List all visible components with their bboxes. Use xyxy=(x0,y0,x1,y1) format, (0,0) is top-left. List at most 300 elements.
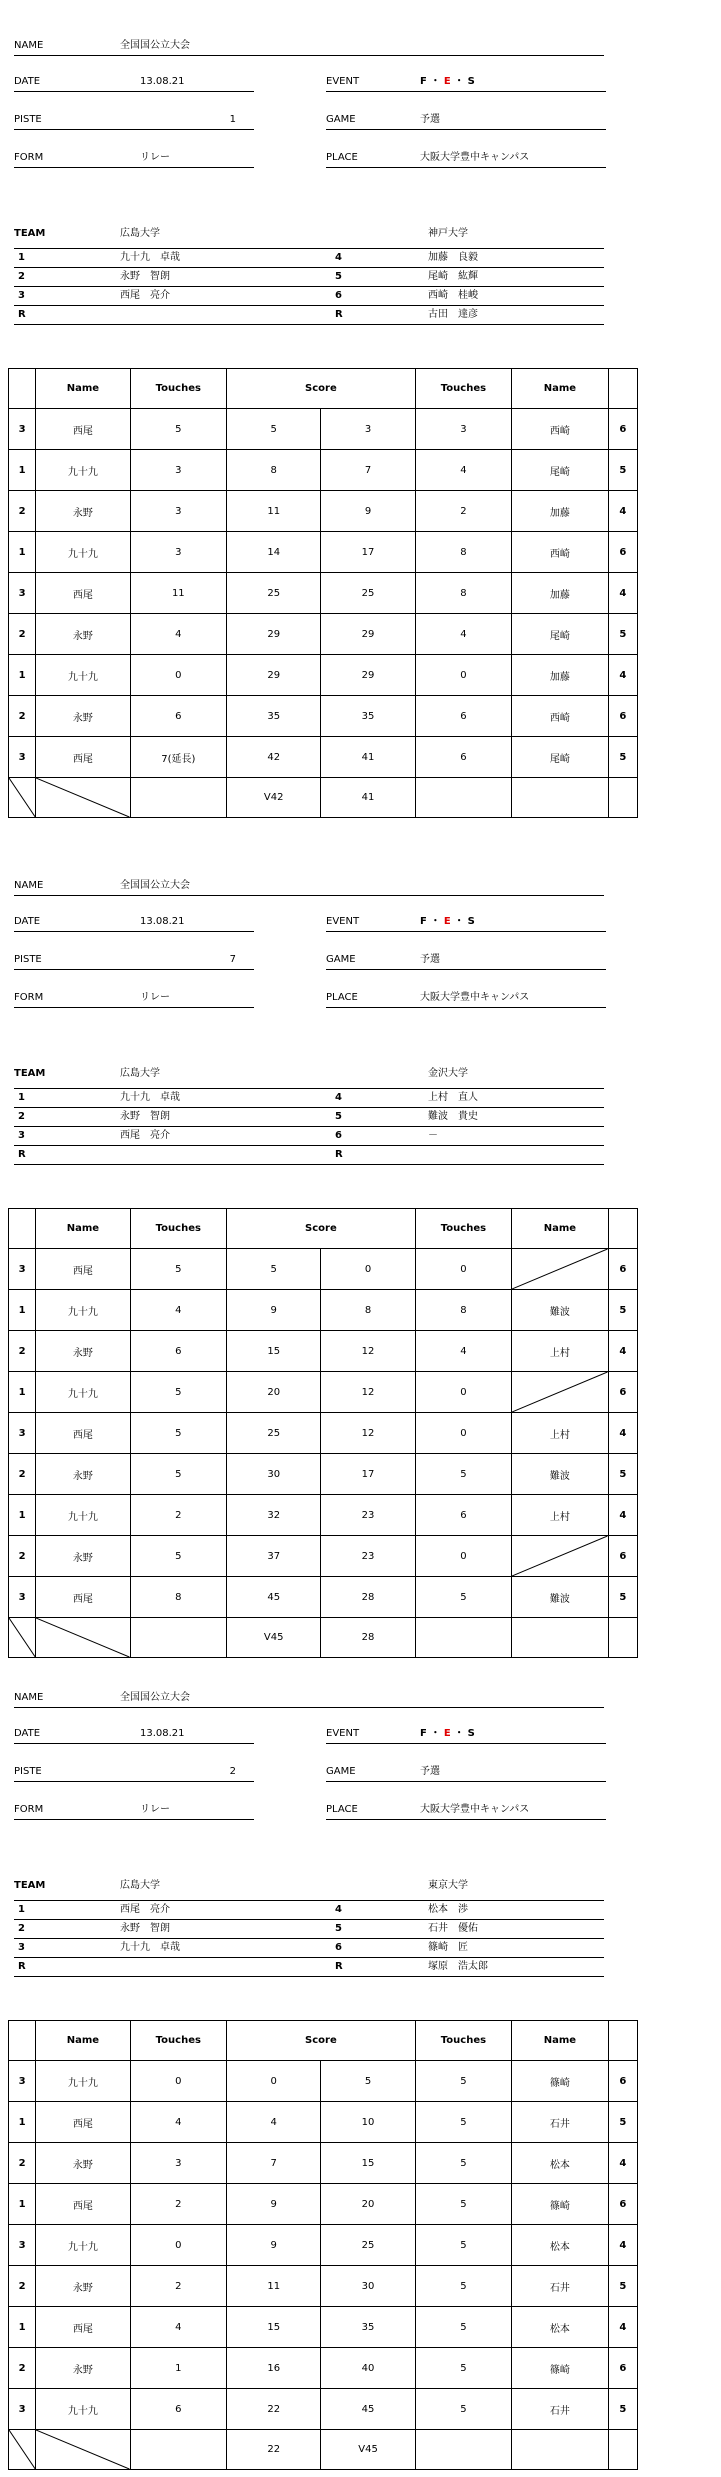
game-value: 予選 xyxy=(420,114,440,125)
left-score: 5 xyxy=(227,409,321,450)
roster-rule xyxy=(14,324,604,325)
header-name: Name xyxy=(36,1209,130,1249)
final-diagonal xyxy=(9,778,36,818)
right-score: 12 xyxy=(321,1331,415,1372)
right-number: 5 xyxy=(608,1290,637,1331)
right-score: 23 xyxy=(321,1536,415,1577)
table-row xyxy=(9,1495,638,1536)
right-number: 6 xyxy=(608,532,637,573)
right-touches: 6 xyxy=(415,737,511,778)
left-number: 1 xyxy=(9,450,36,491)
roster-right-number: 4 xyxy=(335,1904,342,1915)
roster-rule xyxy=(14,1088,604,1089)
roster-right-number: R xyxy=(335,1149,343,1160)
roster-right-number: R xyxy=(335,1961,343,1972)
left-score: 15 xyxy=(227,1331,321,1372)
right-score: 17 xyxy=(321,1454,415,1495)
event-label: EVENT xyxy=(326,916,360,927)
final-blank xyxy=(512,1618,608,1658)
final-diagonal xyxy=(36,778,130,818)
table-row xyxy=(9,1331,638,1372)
left-name: 九十九 xyxy=(36,2225,130,2266)
left-score: 11 xyxy=(227,2266,321,2307)
place-value: 大阪大学豊中キャンパス xyxy=(420,152,530,163)
left-number: 1 xyxy=(9,2102,36,2143)
event-f: F xyxy=(420,916,427,927)
right-score: 23 xyxy=(321,1495,415,1536)
underline xyxy=(326,1007,606,1008)
header-name: Name xyxy=(36,2021,130,2061)
final-blank xyxy=(130,2430,226,2470)
right-number: 6 xyxy=(608,409,637,450)
right-touches: 5 xyxy=(415,1454,511,1495)
left-touches: 0 xyxy=(130,655,226,696)
right-touches: 0 xyxy=(415,1372,511,1413)
team-left: 広島大学 xyxy=(120,1068,160,1079)
left-score: 14 xyxy=(227,532,321,573)
left-score: 9 xyxy=(227,2225,321,2266)
right-name: 西崎 xyxy=(512,409,608,450)
left-number: 1 xyxy=(9,655,36,696)
event-f: F xyxy=(420,1728,427,1739)
right-score: 15 xyxy=(321,2143,415,2184)
right-touches: 0 xyxy=(415,655,511,696)
right-touches: 4 xyxy=(415,614,511,655)
bout-table xyxy=(8,368,638,818)
team-label: TEAM xyxy=(14,1880,46,1891)
header-blank xyxy=(9,2021,36,2061)
final-diagonal xyxy=(36,1618,130,1658)
right-touches: 8 xyxy=(415,1290,511,1331)
right-number: 5 xyxy=(608,2389,637,2430)
roster-right-number: 4 xyxy=(335,1092,342,1103)
right-touches: 5 xyxy=(415,1577,511,1618)
underline xyxy=(14,969,254,970)
right-number: 5 xyxy=(608,614,637,655)
left-name: 西尾 xyxy=(36,2102,130,2143)
header-blank xyxy=(608,369,637,409)
right-number: 6 xyxy=(608,2184,637,2225)
team-label: TEAM xyxy=(14,1068,46,1079)
underline xyxy=(14,895,604,896)
form-label: FORM xyxy=(14,1804,44,1815)
left-number: 3 xyxy=(9,2061,36,2102)
left-score: 32 xyxy=(227,1495,321,1536)
roster-rule xyxy=(14,1900,604,1901)
table-row xyxy=(9,696,638,737)
header-score: Score xyxy=(227,2021,416,2061)
team-right: 東京大学 xyxy=(428,1880,468,1891)
left-name: 西尾 xyxy=(36,1249,130,1290)
roster-left-fencer: 九十九 卓哉 xyxy=(120,1092,180,1103)
roster-right-number: 6 xyxy=(335,1130,342,1141)
left-score: 16 xyxy=(227,2348,321,2389)
roster-right-fencer: 塚原 浩太郎 xyxy=(428,1961,488,1972)
right-number: 5 xyxy=(608,450,637,491)
right-number: 4 xyxy=(608,2143,637,2184)
right-touches: 5 xyxy=(415,2102,511,2143)
roster-left-fencer: 西尾 亮介 xyxy=(120,1904,170,1915)
roster-rule xyxy=(14,1976,604,1977)
right-number: 4 xyxy=(608,2225,637,2266)
left-name: 九十九 xyxy=(36,655,130,696)
right-score: 3 xyxy=(321,409,415,450)
left-score: 11 xyxy=(227,491,321,532)
date-value: 13.08.21 xyxy=(140,1728,185,1739)
right-name: 尾崎 xyxy=(512,450,608,491)
team-label: TEAM xyxy=(14,228,46,239)
right-number: 5 xyxy=(608,2266,637,2307)
team-right: 神戸大学 xyxy=(428,228,468,239)
roster-rule xyxy=(14,267,604,268)
right-touches: 5 xyxy=(415,2184,511,2225)
left-number: 1 xyxy=(9,532,36,573)
header-score: Score xyxy=(227,369,416,409)
left-number: 3 xyxy=(9,573,36,614)
left-name: 九十九 xyxy=(36,532,130,573)
roster-number: 1 xyxy=(18,1092,25,1103)
right-score: 12 xyxy=(321,1413,415,1454)
roster-right-fencer: 松本 渉 xyxy=(428,1904,468,1915)
competition-name: 全国国公立大会 xyxy=(120,880,190,891)
right-name: 難波 xyxy=(512,1290,608,1331)
team-right: 金沢大学 xyxy=(428,1068,468,1079)
right-name: 松本 xyxy=(512,2225,608,2266)
form-value: リレー xyxy=(140,992,170,1003)
left-number: 3 xyxy=(9,409,36,450)
header-name: Name xyxy=(36,369,130,409)
right-name: 上村 xyxy=(512,1495,608,1536)
roster-right-number: 5 xyxy=(335,1923,342,1934)
left-score: 29 xyxy=(227,614,321,655)
final-left-score: V45 xyxy=(227,1618,321,1658)
right-touches: 5 xyxy=(415,2389,511,2430)
left-touches: 3 xyxy=(130,2143,226,2184)
right-name: 尾崎 xyxy=(512,614,608,655)
right-touches: 5 xyxy=(415,2266,511,2307)
right-touches: 5 xyxy=(415,2348,511,2389)
right-score: 17 xyxy=(321,532,415,573)
right-touches: 2 xyxy=(415,491,511,532)
final-left-score: 22 xyxy=(227,2430,321,2470)
name-label: NAME xyxy=(14,1692,44,1703)
left-touches: 4 xyxy=(130,1290,226,1331)
left-score: 4 xyxy=(227,2102,321,2143)
final-blank xyxy=(415,2430,511,2470)
left-name: 九十九 xyxy=(36,2389,130,2430)
right-number: 5 xyxy=(608,2102,637,2143)
header-name: Name xyxy=(512,369,608,409)
underline xyxy=(14,167,254,168)
left-touches: 6 xyxy=(130,1331,226,1372)
final-row xyxy=(9,1618,638,1658)
roster-number: 1 xyxy=(18,1904,25,1915)
date-value: 13.08.21 xyxy=(140,916,185,927)
final-blank xyxy=(130,778,226,818)
roster-right-fencer: 石井 優佑 xyxy=(428,1923,478,1934)
left-score: 0 xyxy=(227,2061,321,2102)
left-touches: 2 xyxy=(130,1495,226,1536)
right-number: 6 xyxy=(608,2348,637,2389)
roster-number: 2 xyxy=(18,1923,25,1934)
table-row xyxy=(9,409,638,450)
table-header xyxy=(9,1209,638,1249)
piste-value: 7 xyxy=(229,954,236,965)
underline xyxy=(326,931,606,932)
left-name: 西尾 xyxy=(36,2184,130,2225)
left-number: 2 xyxy=(9,614,36,655)
left-touches: 5 xyxy=(130,409,226,450)
table-row xyxy=(9,655,638,696)
name-label: NAME xyxy=(14,40,44,51)
underline xyxy=(326,167,606,168)
right-touches: 4 xyxy=(415,450,511,491)
event-e: E xyxy=(443,1728,451,1739)
left-touches: 2 xyxy=(130,2184,226,2225)
left-touches: 5 xyxy=(130,1372,226,1413)
table-row xyxy=(9,1290,638,1331)
right-name: 松本 xyxy=(512,2307,608,2348)
left-score: 29 xyxy=(227,655,321,696)
right-number: 5 xyxy=(608,1577,637,1618)
left-number: 1 xyxy=(9,2184,36,2225)
right-touches: 8 xyxy=(415,532,511,573)
right-touches: 6 xyxy=(415,696,511,737)
roster-left-fencer: 九十九 卓哉 xyxy=(120,252,180,263)
team-left: 広島大学 xyxy=(120,1880,160,1891)
table-header xyxy=(9,369,638,409)
right-score: 30 xyxy=(321,2266,415,2307)
underline xyxy=(14,1707,604,1708)
left-number: 3 xyxy=(9,2389,36,2430)
left-touches: 1 xyxy=(130,2348,226,2389)
event-s: S xyxy=(467,76,475,87)
table-row xyxy=(9,1454,638,1495)
table-row xyxy=(9,2102,638,2143)
header-touches: Touches xyxy=(130,369,226,409)
left-number: 1 xyxy=(9,1290,36,1331)
roster-number: 3 xyxy=(18,1130,25,1141)
right-name: 加藤 xyxy=(512,655,608,696)
roster-right-number: 4 xyxy=(335,252,342,263)
roster-number: R xyxy=(18,309,26,320)
left-touches: 3 xyxy=(130,450,226,491)
place-value: 大阪大学豊中キャンパス xyxy=(420,1804,530,1815)
right-name: 西崎 xyxy=(512,532,608,573)
right-name: 難波 xyxy=(512,1577,608,1618)
underline xyxy=(326,1781,606,1782)
roster-right-number: R xyxy=(335,309,343,320)
left-score: 45 xyxy=(227,1577,321,1618)
right-name xyxy=(512,1536,608,1577)
right-touches: 5 xyxy=(415,2143,511,2184)
competition-name: 全国国公立大会 xyxy=(120,1692,190,1703)
left-score: 25 xyxy=(227,1413,321,1454)
right-score: 35 xyxy=(321,2307,415,2348)
left-score: 37 xyxy=(227,1536,321,1577)
right-score: 10 xyxy=(321,2102,415,2143)
left-name: 永野 xyxy=(36,2348,130,2389)
left-score: 25 xyxy=(227,573,321,614)
game-value: 予選 xyxy=(420,954,440,965)
right-touches: 5 xyxy=(415,2061,511,2102)
left-name: 西尾 xyxy=(36,573,130,614)
name-label: NAME xyxy=(14,880,44,891)
underline xyxy=(326,1743,606,1744)
left-name: 西尾 xyxy=(36,1577,130,1618)
left-number: 2 xyxy=(9,1536,36,1577)
right-touches: 0 xyxy=(415,1536,511,1577)
roster-rule xyxy=(14,1145,604,1146)
header-blank xyxy=(9,1209,36,1249)
roster-rule xyxy=(14,1938,604,1939)
left-name: 永野 xyxy=(36,1536,130,1577)
table-row xyxy=(9,532,638,573)
left-touches: 5 xyxy=(130,1413,226,1454)
table-row xyxy=(9,2225,638,2266)
table-row xyxy=(9,1413,638,1454)
table-row xyxy=(9,2348,638,2389)
underline xyxy=(14,1743,254,1744)
left-touches: 5 xyxy=(130,1454,226,1495)
left-number: 1 xyxy=(9,1372,36,1413)
table-row xyxy=(9,1577,638,1618)
left-name: 九十九 xyxy=(36,1495,130,1536)
right-score: 25 xyxy=(321,573,415,614)
left-touches: 5 xyxy=(130,1249,226,1290)
game-label: GAME xyxy=(326,954,356,965)
final-blank xyxy=(415,1618,511,1658)
right-number: 4 xyxy=(608,655,637,696)
roster-right-fencer: 尾崎 紘輝 xyxy=(428,271,478,282)
right-name: 上村 xyxy=(512,1331,608,1372)
table-row xyxy=(9,1372,638,1413)
roster-right-fencer: － xyxy=(428,1130,438,1141)
right-name: 加藤 xyxy=(512,573,608,614)
roster-rule xyxy=(14,1957,604,1958)
right-score: 5 xyxy=(321,2061,415,2102)
right-name: 篠崎 xyxy=(512,2348,608,2389)
header-name: Name xyxy=(512,2021,608,2061)
left-name: 西尾 xyxy=(36,1413,130,1454)
left-score: 35 xyxy=(227,696,321,737)
left-number: 2 xyxy=(9,1331,36,1372)
right-number: 6 xyxy=(608,1372,637,1413)
left-name: 西尾 xyxy=(36,737,130,778)
right-touches: 0 xyxy=(415,1249,511,1290)
roster-left-fencer: 西尾 亮介 xyxy=(120,290,170,301)
game-value: 予選 xyxy=(420,1766,440,1777)
header-touches: Touches xyxy=(415,2021,511,2061)
right-score: 12 xyxy=(321,1372,415,1413)
header-blank xyxy=(608,1209,637,1249)
roster-number: R xyxy=(18,1961,26,1972)
final-diagonal xyxy=(9,1618,36,1658)
piste-label: PISTE xyxy=(14,954,42,965)
final-right-score: 28 xyxy=(321,1618,415,1658)
right-name: 石井 xyxy=(512,2389,608,2430)
place-label: PLACE xyxy=(326,1804,358,1815)
right-number: 5 xyxy=(608,737,637,778)
game-label: GAME xyxy=(326,1766,356,1777)
roster-rule xyxy=(14,286,604,287)
left-name: 西尾 xyxy=(36,2307,130,2348)
final-row xyxy=(9,778,638,818)
roster-right-fencer: 西崎 桂峻 xyxy=(428,290,478,301)
left-number: 3 xyxy=(9,737,36,778)
final-blank xyxy=(608,1618,637,1658)
event-value: F ・ E ・ S xyxy=(420,1728,475,1739)
roster-number: 3 xyxy=(18,1942,25,1953)
final-left-score: V42 xyxy=(227,778,321,818)
header-touches: Touches xyxy=(415,369,511,409)
left-touches: 5 xyxy=(130,1536,226,1577)
left-name: 九十九 xyxy=(36,1372,130,1413)
place-value: 大阪大学豊中キャンパス xyxy=(420,992,530,1003)
left-touches: 6 xyxy=(130,696,226,737)
left-name: 九十九 xyxy=(36,2061,130,2102)
roster-right-number: 6 xyxy=(335,290,342,301)
header-touches: Touches xyxy=(130,1209,226,1249)
right-name xyxy=(512,1372,608,1413)
left-score: 42 xyxy=(227,737,321,778)
event-value: F ・ E ・ S xyxy=(420,916,475,927)
event-e: E xyxy=(443,916,451,927)
right-score: 45 xyxy=(321,2389,415,2430)
left-score: 20 xyxy=(227,1372,321,1413)
right-score: 25 xyxy=(321,2225,415,2266)
left-number: 3 xyxy=(9,1413,36,1454)
left-number: 3 xyxy=(9,1249,36,1290)
right-number: 5 xyxy=(608,1454,637,1495)
date-value: 13.08.21 xyxy=(140,76,185,87)
right-number: 4 xyxy=(608,2307,637,2348)
right-score: 8 xyxy=(321,1290,415,1331)
right-touches: 3 xyxy=(415,409,511,450)
table-row xyxy=(9,2307,638,2348)
left-number: 2 xyxy=(9,2266,36,2307)
event-s: S xyxy=(467,916,475,927)
left-number: 1 xyxy=(9,2307,36,2348)
roster-right-number: 6 xyxy=(335,1942,342,1953)
right-name xyxy=(512,1249,608,1290)
right-number: 4 xyxy=(608,491,637,532)
roster-number: 2 xyxy=(18,271,25,282)
final-right-score: 41 xyxy=(321,778,415,818)
left-name: 永野 xyxy=(36,696,130,737)
left-touches: 7(延長) xyxy=(130,737,226,778)
left-number: 1 xyxy=(9,1495,36,1536)
table-row xyxy=(9,2061,638,2102)
piste-value: 1 xyxy=(229,114,236,125)
right-score: 9 xyxy=(321,491,415,532)
roster-right-fencer: 上村 直人 xyxy=(428,1092,478,1103)
right-touches: 0 xyxy=(415,1413,511,1454)
left-number: 2 xyxy=(9,1454,36,1495)
right-touches: 6 xyxy=(415,1495,511,1536)
right-name: 上村 xyxy=(512,1413,608,1454)
final-blank xyxy=(608,778,637,818)
left-number: 2 xyxy=(9,491,36,532)
form-label: FORM xyxy=(14,152,44,163)
roster-right-fencer: 加藤 良毅 xyxy=(428,252,478,263)
right-touches: 5 xyxy=(415,2307,511,2348)
right-touches: 5 xyxy=(415,2225,511,2266)
underline xyxy=(14,1781,254,1782)
roster-left-fencer: 永野 智朗 xyxy=(120,271,170,282)
header-touches: Touches xyxy=(130,2021,226,2061)
bout-table xyxy=(8,2020,638,2470)
